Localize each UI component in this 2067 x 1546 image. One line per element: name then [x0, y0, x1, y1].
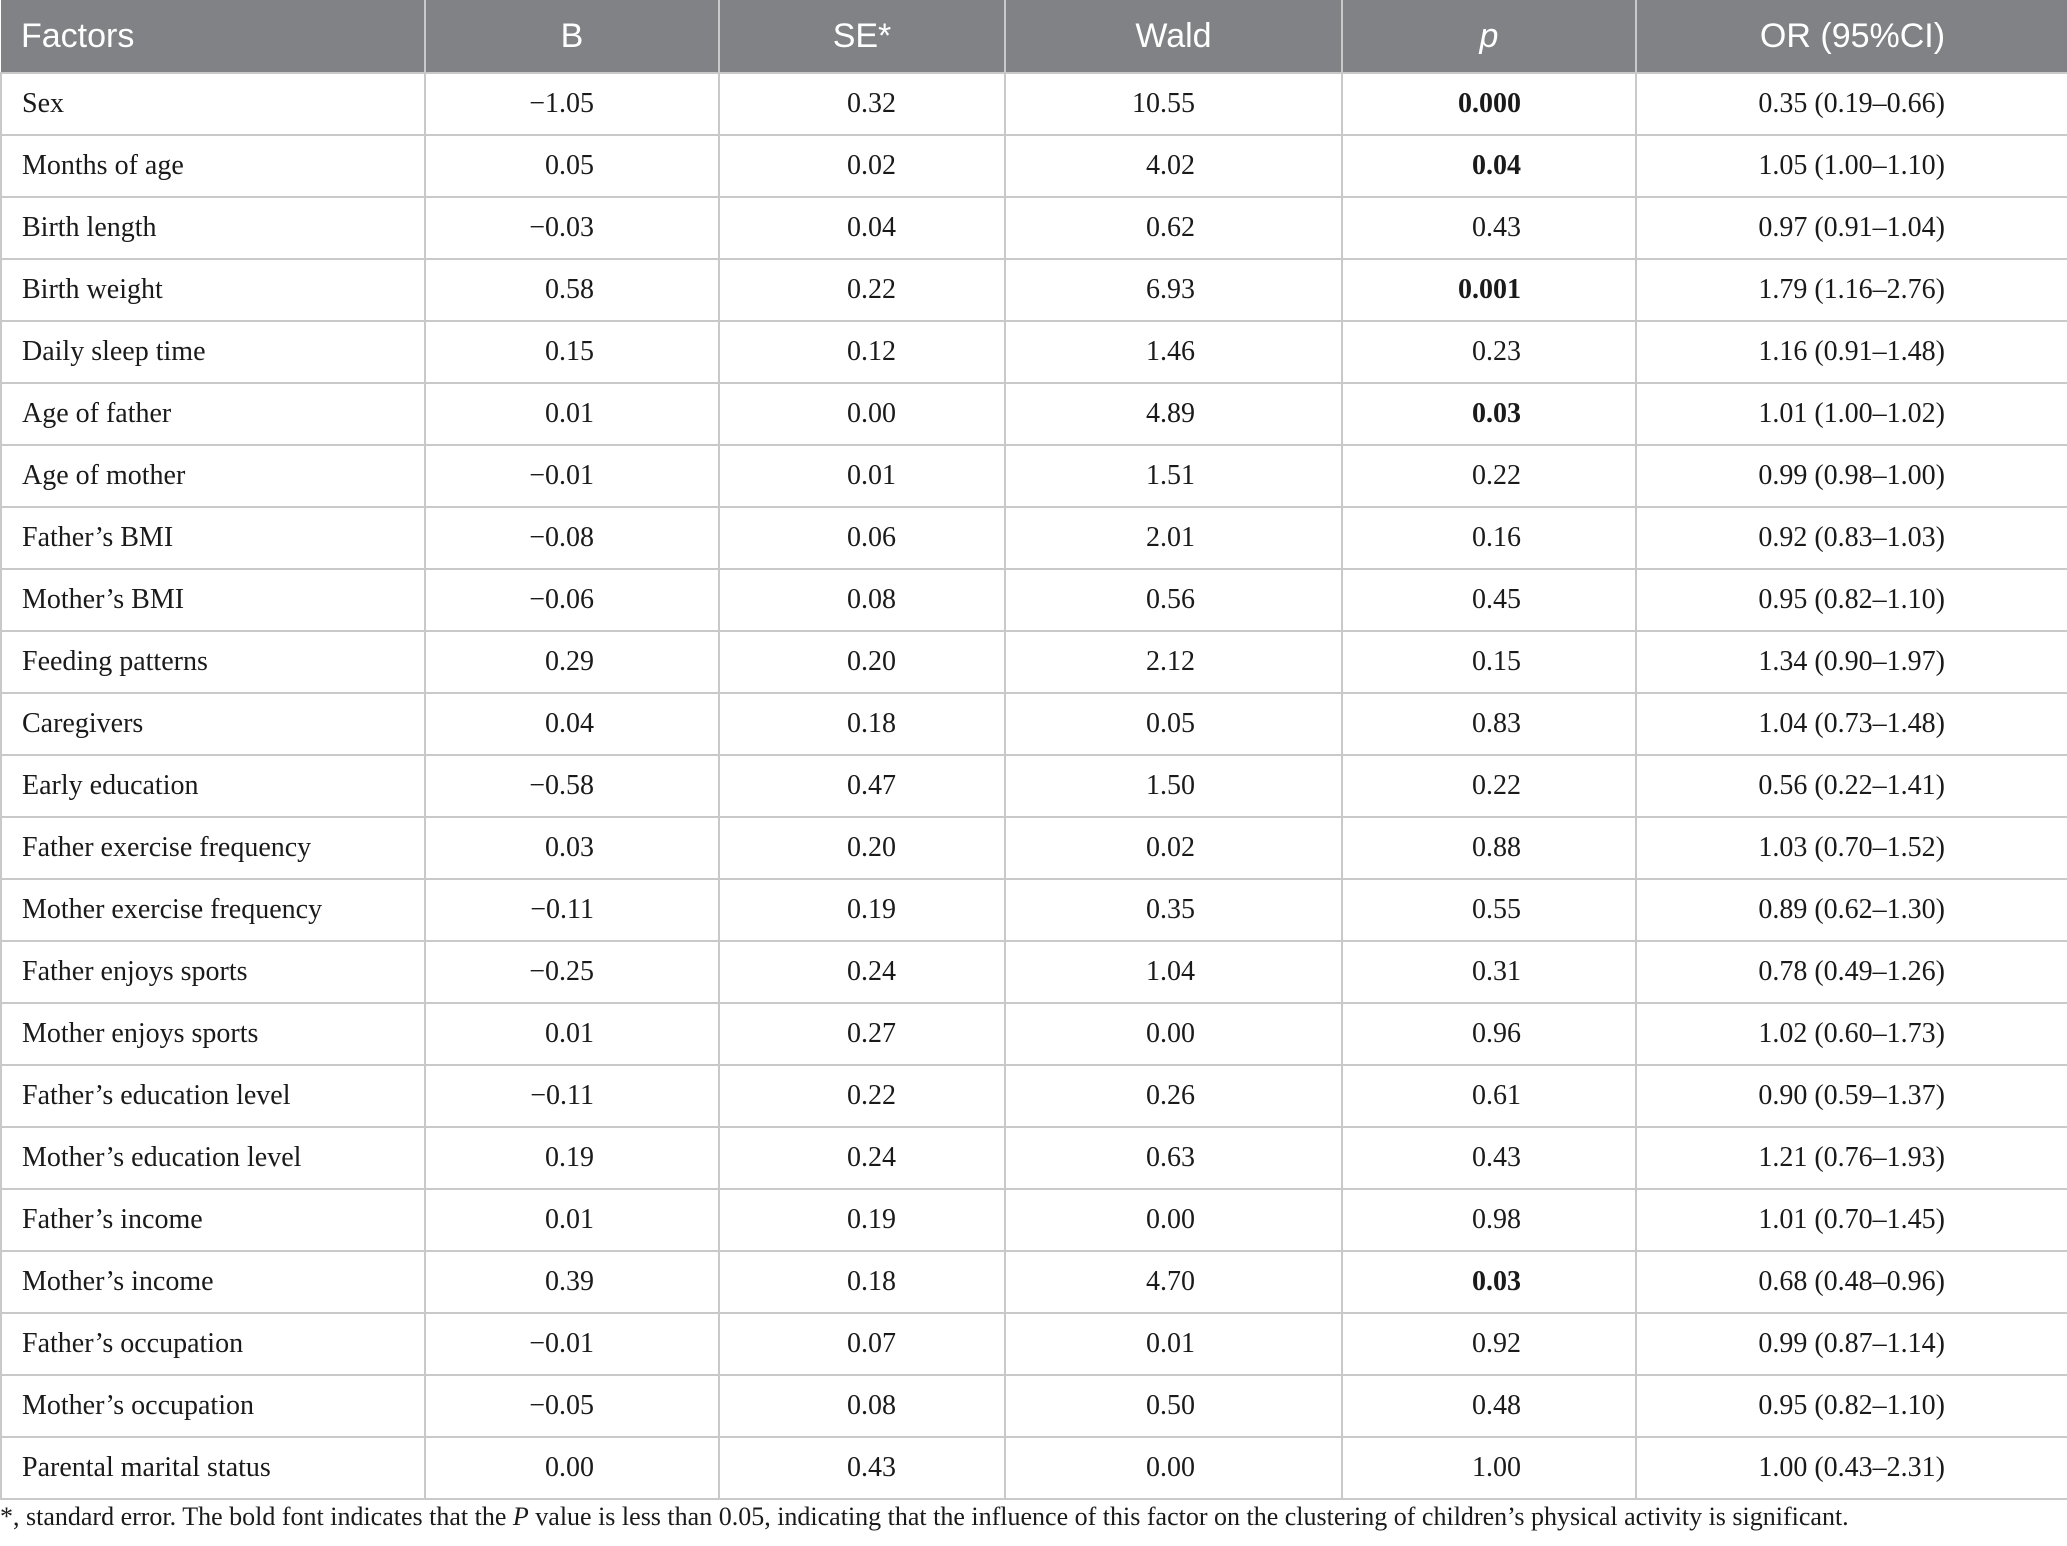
factor-cell: Birth weight [1, 259, 425, 321]
wald-cell: 10.55 [1005, 73, 1342, 135]
p-value-cell: 0.96 [1342, 1003, 1636, 1065]
or-ci-cell: 1.16 (0.91–1.48) [1636, 321, 2067, 383]
wald-cell: 0.56 [1005, 569, 1342, 631]
wald-cell: 0.01 [1005, 1313, 1342, 1375]
table-row [1, 569, 2067, 631]
or-ci-cell: 0.35 (0.19–0.66) [1636, 73, 2067, 135]
table-row [1, 507, 2067, 569]
b-cell: 0.58 [425, 259, 719, 321]
se-cell: 0.06 [719, 507, 1005, 569]
se-cell: 0.18 [719, 1251, 1005, 1313]
b-cell: −0.58 [425, 755, 719, 817]
b-cell: −0.08 [425, 507, 719, 569]
or-ci-cell: 0.97 (0.91–1.04) [1636, 197, 2067, 259]
factor-cell: Age of father [1, 383, 425, 445]
or-ci-cell: 0.90 (0.59–1.37) [1636, 1065, 2067, 1127]
header-wald: Wald [1005, 0, 1342, 73]
factor-cell: Early education [1, 755, 425, 817]
b-cell: −0.11 [425, 1065, 719, 1127]
wald-cell: 0.05 [1005, 693, 1342, 755]
or-ci-cell: 0.95 (0.82–1.10) [1636, 1375, 2067, 1437]
or-ci-cell: 1.05 (1.00–1.10) [1636, 135, 2067, 197]
factor-cell: Parental marital status [1, 1437, 425, 1499]
factor-cell: Months of age [1, 135, 425, 197]
wald-cell: 6.93 [1005, 259, 1342, 321]
wald-cell: 0.50 [1005, 1375, 1342, 1437]
table-row [1, 383, 2067, 445]
table-row [1, 693, 2067, 755]
se-cell: 0.04 [719, 197, 1005, 259]
table-row [1, 445, 2067, 507]
factor-cell: Mother’s income [1, 1251, 425, 1313]
or-ci-cell: 1.03 (0.70–1.52) [1636, 817, 2067, 879]
factor-cell: Father’s occupation [1, 1313, 425, 1375]
or-ci-cell: 1.01 (1.00–1.02) [1636, 383, 2067, 445]
table-row [1, 817, 2067, 879]
se-cell: 0.27 [719, 1003, 1005, 1065]
wald-cell: 1.04 [1005, 941, 1342, 1003]
header-b: B [425, 0, 719, 73]
factor-cell: Mother enjoys sports [1, 1003, 425, 1065]
b-cell: −0.03 [425, 197, 719, 259]
b-cell: 0.00 [425, 1437, 719, 1499]
se-cell: 0.22 [719, 259, 1005, 321]
se-cell: 0.12 [719, 321, 1005, 383]
se-cell: 0.18 [719, 693, 1005, 755]
se-cell: 0.47 [719, 755, 1005, 817]
or-ci-cell: 1.04 (0.73–1.48) [1636, 693, 2067, 755]
b-cell: −0.01 [425, 445, 719, 507]
table-row [1, 1189, 2067, 1251]
table-row [1, 73, 2067, 135]
factor-cell: Age of mother [1, 445, 425, 507]
p-value-cell: 1.00 [1342, 1437, 1636, 1499]
b-cell: −0.05 [425, 1375, 719, 1437]
table-row [1, 135, 2067, 197]
wald-cell: 4.89 [1005, 383, 1342, 445]
p-value-cell: 0.45 [1342, 569, 1636, 631]
se-cell: 0.20 [719, 817, 1005, 879]
table-row [1, 631, 2067, 693]
wald-cell: 1.51 [1005, 445, 1342, 507]
wald-cell: 2.01 [1005, 507, 1342, 569]
p-value-cell: 0.55 [1342, 879, 1636, 941]
wald-cell: 0.35 [1005, 879, 1342, 941]
factor-cell: Daily sleep time [1, 321, 425, 383]
or-ci-cell: 1.21 (0.76–1.93) [1636, 1127, 2067, 1189]
p-value-cell: 0.48 [1342, 1375, 1636, 1437]
b-cell: 0.39 [425, 1251, 719, 1313]
wald-cell: 0.63 [1005, 1127, 1342, 1189]
p-value-cell: 0.03 [1342, 383, 1636, 445]
table-row [1, 941, 2067, 1003]
se-cell: 0.43 [719, 1437, 1005, 1499]
se-cell: 0.00 [719, 383, 1005, 445]
header-or: OR (95%CI) [1636, 0, 2067, 73]
b-cell: 0.29 [425, 631, 719, 693]
factor-cell: Caregivers [1, 693, 425, 755]
table-row [1, 755, 2067, 817]
header-factors: Factors [1, 0, 425, 73]
wald-cell: 0.00 [1005, 1437, 1342, 1499]
p-value-cell: 0.43 [1342, 1127, 1636, 1189]
se-cell: 0.08 [719, 569, 1005, 631]
b-cell: −0.06 [425, 569, 719, 631]
b-cell: −1.05 [425, 73, 719, 135]
b-cell: −0.25 [425, 941, 719, 1003]
factor-cell: Mother’s BMI [1, 569, 425, 631]
se-cell: 0.24 [719, 941, 1005, 1003]
or-ci-cell: 0.56 (0.22–1.41) [1636, 755, 2067, 817]
p-value-cell: 0.31 [1342, 941, 1636, 1003]
factor-cell: Mother’s education level [1, 1127, 425, 1189]
footnote-italic-p: P [512, 1502, 529, 1531]
table-footnote [0, 1502, 1849, 1532]
b-cell: −0.11 [425, 879, 719, 941]
table-row [1, 197, 2067, 259]
or-ci-cell: 1.00 (0.43–2.31) [1636, 1437, 2067, 1499]
p-value-cell: 0.15 [1342, 631, 1636, 693]
factor-cell: Father’s education level [1, 1065, 425, 1127]
wald-cell: 4.70 [1005, 1251, 1342, 1313]
wald-cell: 1.46 [1005, 321, 1342, 383]
or-ci-cell: 0.92 (0.83–1.03) [1636, 507, 2067, 569]
se-cell: 0.32 [719, 73, 1005, 135]
p-value-cell: 0.83 [1342, 693, 1636, 755]
p-value-cell: 0.88 [1342, 817, 1636, 879]
se-cell: 0.08 [719, 1375, 1005, 1437]
b-cell: −0.01 [425, 1313, 719, 1375]
p-value-cell: 0.98 [1342, 1189, 1636, 1251]
header-se: SE* [719, 0, 1005, 73]
wald-cell: 2.12 [1005, 631, 1342, 693]
table-row [1, 259, 2067, 321]
footnote-suffix: value is less than 0.05, indicating that the influence of this factor on the clustering of children’s physical activity is significant. [528, 1502, 1849, 1531]
or-ci-cell: 1.34 (0.90–1.97) [1636, 631, 2067, 693]
header-row [1, 0, 2067, 73]
p-value-cell: 0.92 [1342, 1313, 1636, 1375]
p-value-cell: 0.22 [1342, 755, 1636, 817]
or-ci-cell: 1.02 (0.60–1.73) [1636, 1003, 2067, 1065]
or-ci-cell: 0.68 (0.48–0.96) [1636, 1251, 2067, 1313]
factor-cell: Feeding patterns [1, 631, 425, 693]
b-cell: 0.19 [425, 1127, 719, 1189]
b-cell: 0.03 [425, 817, 719, 879]
wald-cell: 0.62 [1005, 197, 1342, 259]
factor-cell: Birth length [1, 197, 425, 259]
table-body [1, 73, 2067, 1499]
factor-cell: Father exercise frequency [1, 817, 425, 879]
b-cell: 0.01 [425, 383, 719, 445]
se-cell: 0.19 [719, 1189, 1005, 1251]
p-value-cell: 0.22 [1342, 445, 1636, 507]
b-cell: 0.04 [425, 693, 719, 755]
factor-cell: Father’s income [1, 1189, 425, 1251]
table-row [1, 1437, 2067, 1499]
wald-cell: 0.02 [1005, 817, 1342, 879]
b-cell: 0.05 [425, 135, 719, 197]
b-cell: 0.01 [425, 1003, 719, 1065]
p-value-cell: 0.04 [1342, 135, 1636, 197]
or-ci-cell: 1.01 (0.70–1.45) [1636, 1189, 2067, 1251]
se-cell: 0.19 [719, 879, 1005, 941]
table-header [1, 0, 2067, 73]
p-value-cell: 0.16 [1342, 507, 1636, 569]
or-ci-cell: 0.99 (0.98–1.00) [1636, 445, 2067, 507]
table-row [1, 321, 2067, 383]
p-value-cell: 0.23 [1342, 321, 1636, 383]
table-row [1, 1065, 2067, 1127]
or-ci-cell: 1.79 (1.16–2.76) [1636, 259, 2067, 321]
wald-cell: 1.50 [1005, 755, 1342, 817]
factor-cell: Father’s BMI [1, 507, 425, 569]
wald-cell: 4.02 [1005, 135, 1342, 197]
table-row [1, 1127, 2067, 1189]
p-value-cell: 0.03 [1342, 1251, 1636, 1313]
se-cell: 0.02 [719, 135, 1005, 197]
se-cell: 0.20 [719, 631, 1005, 693]
se-cell: 0.01 [719, 445, 1005, 507]
factor-cell: Father enjoys sports [1, 941, 425, 1003]
or-ci-cell: 0.99 (0.87–1.14) [1636, 1313, 2067, 1375]
b-cell: 0.01 [425, 1189, 719, 1251]
wald-cell: 0.26 [1005, 1065, 1342, 1127]
table-row [1, 1313, 2067, 1375]
table-row [1, 879, 2067, 941]
p-value-cell: 0.61 [1342, 1065, 1636, 1127]
or-ci-cell: 0.78 (0.49–1.26) [1636, 941, 2067, 1003]
se-cell: 0.24 [719, 1127, 1005, 1189]
b-cell: 0.15 [425, 321, 719, 383]
p-value-cell: 0.001 [1342, 259, 1636, 321]
table-row [1, 1375, 2067, 1437]
or-ci-cell: 0.89 (0.62–1.30) [1636, 879, 2067, 941]
p-value-cell: 0.43 [1342, 197, 1636, 259]
se-cell: 0.07 [719, 1313, 1005, 1375]
wald-cell: 0.00 [1005, 1003, 1342, 1065]
wald-cell: 0.00 [1005, 1189, 1342, 1251]
se-cell: 0.22 [719, 1065, 1005, 1127]
header-p: p [1342, 0, 1636, 73]
factor-cell: Sex [1, 73, 425, 135]
factor-cell: Mother exercise frequency [1, 879, 425, 941]
or-ci-cell: 0.95 (0.82–1.10) [1636, 569, 2067, 631]
table-row [1, 1251, 2067, 1313]
p-value-cell: 0.000 [1342, 73, 1636, 135]
footnote-prefix: *, standard error. The bold font indicates that the [0, 1502, 513, 1531]
table-row [1, 1003, 2067, 1065]
factor-cell: Mother’s occupation [1, 1375, 425, 1437]
